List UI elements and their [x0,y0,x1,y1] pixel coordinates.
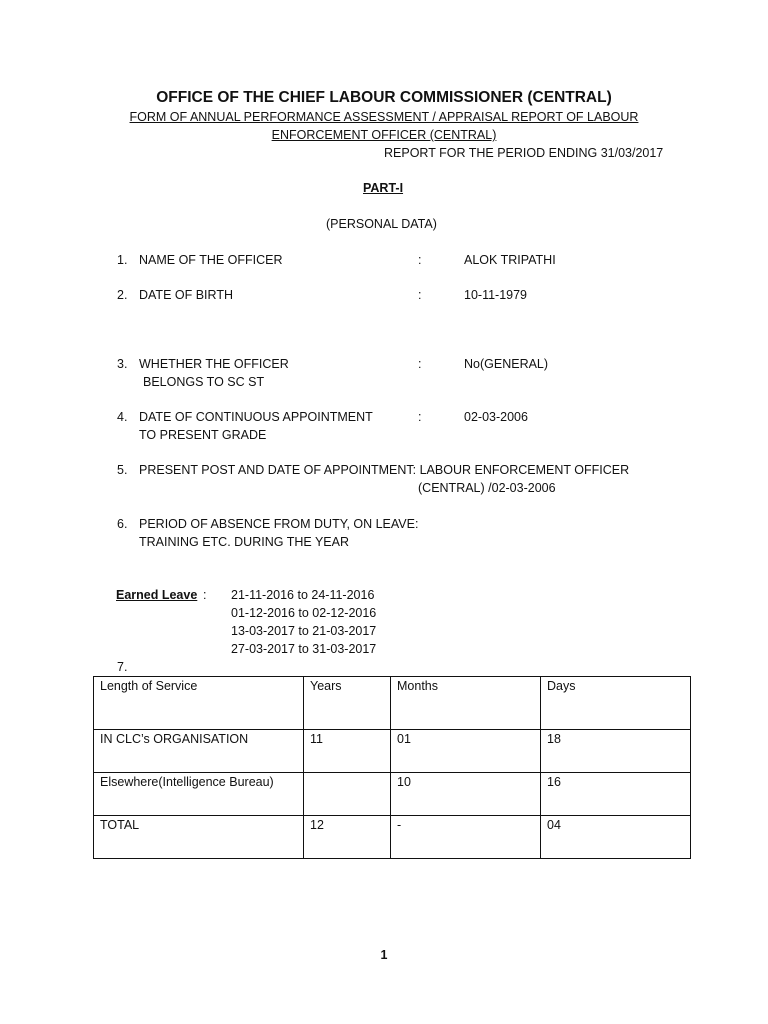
item-7-number: 7. [117,660,128,674]
item-colon: : [418,357,422,371]
table-row [94,816,691,859]
item-label-continued: BELONGS TO SC ST [143,375,265,389]
header-cell: Length of Service [94,677,304,730]
header-cell: Years [304,677,391,730]
table-cell: Elsewhere(Intelligence Bureau) [94,773,304,816]
report-period: REPORT FOR THE PERIOD ENDING 31/03/2017 [384,146,664,160]
table-row [94,773,691,816]
leave-period: 21-11-2016 to 24-11-2016 [231,588,375,602]
form-title-line1: FORM OF ANNUAL PERFORMANCE ASSESSMENT / APPRAISAL REPORT OF LABOUR [129,110,639,124]
table-cell: - [391,816,541,859]
item-label: PERIOD OF ABSENCE FROM DUTY, ON LEAVE: [139,517,419,531]
item-colon: : [418,253,422,267]
item-value: ALOK TRIPATHI [464,253,556,267]
item-label: PRESENT POST AND DATE OF APPOINTMENT: LABOUR ENFORCEMENT OFFICER [139,463,630,477]
leave-period: 13-03-2017 to 21-03-2017 [231,624,377,638]
item-label-continued: TRAINING ETC. DURING THE YEAR [139,535,349,549]
table-cell: 16 [541,773,691,816]
table-header-row [94,677,691,730]
page-number: 1 [380,948,388,962]
item-number: 1. [117,253,128,267]
leave-period: 27-03-2017 to 31-03-2017 [231,642,377,656]
section-heading: (PERSONAL DATA) [326,217,437,231]
office-title: OFFICE OF THE CHIEF LABOUR COMMISSIONER (CENTRAL) [156,89,612,106]
item-label: DATE OF BIRTH [139,288,233,302]
table-cell: TOTAL [94,816,304,859]
item-colon: : [418,410,422,424]
item-number: 3. [117,357,128,371]
item-label: WHETHER THE OFFICER [139,357,289,371]
earned-leave-colon: : [203,588,207,602]
item-value: 10-11-1979 [464,288,528,302]
table-cell: 12 [304,816,391,859]
item-number: 5. [117,463,128,477]
item-label: NAME OF THE OFFICER [139,253,283,267]
item-label-continued: (CENTRAL) /02-03-2006 [418,481,556,495]
item-value: 02-03-2006 [464,410,528,424]
table-cell: 01 [391,730,541,773]
form-title-line2: ENFORCEMENT OFFICER (CENTRAL) [271,128,497,142]
item-number: 2. [117,288,128,302]
length-of-service-table [93,676,691,859]
table-cell: 11 [304,730,391,773]
table-cell: 18 [541,730,691,773]
part-heading: PART-I [363,181,404,195]
item-number: 4. [117,410,128,424]
table-cell: 10 [391,773,541,816]
item-value: No(GENERAL) [464,357,549,371]
item-number: 6. [117,517,128,531]
table-cell: 04 [541,816,691,859]
item-colon: : [418,288,422,302]
table-cell [304,773,391,816]
header-cell: Days [541,677,691,730]
item-label-continued: TO PRESENT GRADE [139,428,267,442]
table-row [94,730,691,773]
item-label: DATE OF CONTINUOUS APPOINTMENT [139,410,373,424]
table-cell: IN CLC’s ORGANISATION [94,730,304,773]
earned-leave-label: Earned Leave [116,588,198,602]
header-cell: Months [391,677,541,730]
leave-period: 01-12-2016 to 02-12-2016 [231,606,377,620]
